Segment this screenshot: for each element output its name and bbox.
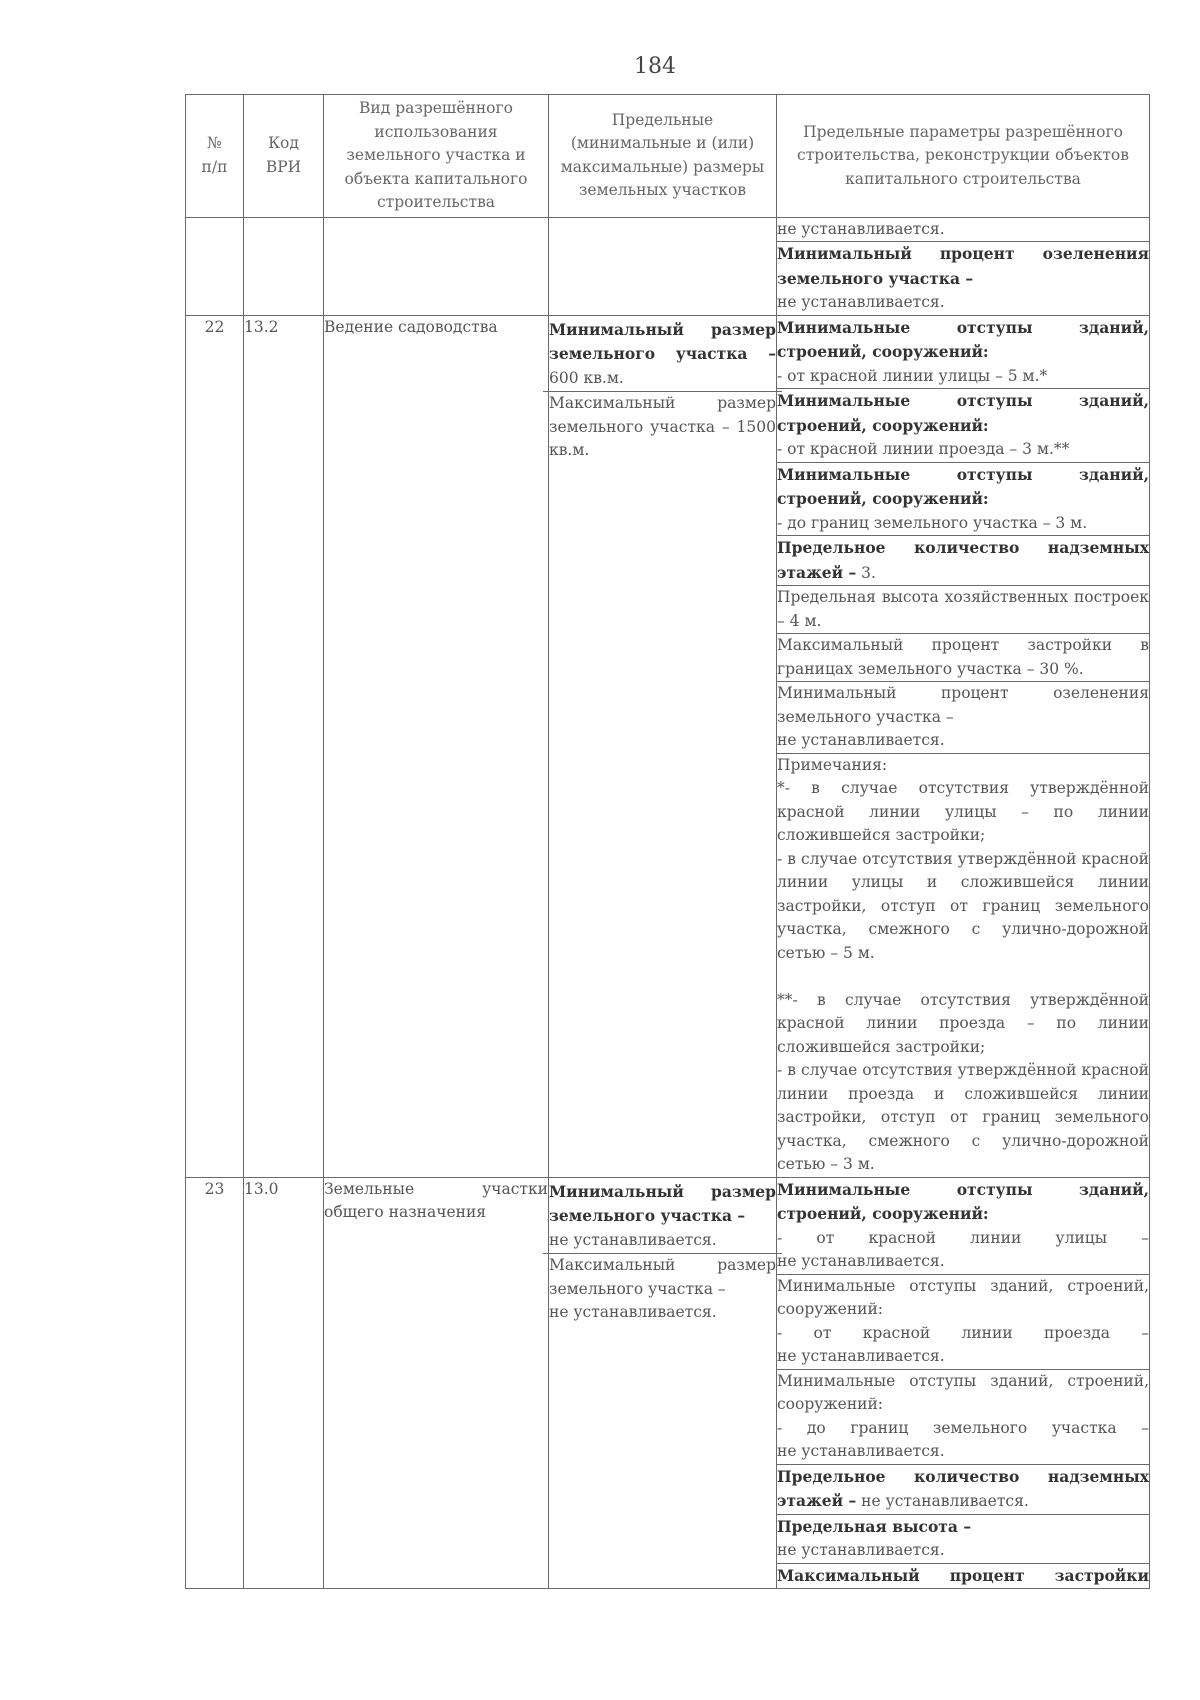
header-code: Код ВРИ [244, 95, 324, 218]
param-cell: Предельная высота хозяйственных построек – 4 м. [777, 586, 1150, 634]
param-cell: Максимальный процент застройки в границах земельного участка – 30 %. [777, 634, 1150, 682]
table-header-row [186, 95, 1150, 218]
param-cell: Минимальные отступы зданий, строений, сооружений: - от красной линии улицы – не устанавливается. [777, 1177, 1150, 1274]
param-cell: Предельное количество надземных этажей – 3. [777, 536, 1150, 586]
param-cell: Предельная высота – не устанавливается. [777, 1514, 1150, 1563]
header-limits: Предельные (минимальные и (или) максимальные) размеры земельных участков [549, 95, 777, 218]
row-number: 23 [186, 1177, 244, 1589]
param-cell: Максимальный процент застройки [777, 1563, 1150, 1589]
param-cell: Минимальные отступы зданий, строений, сооружений: - от красной линии проезда – не устанавливается. [777, 1274, 1150, 1369]
param-cell: Минимальный процент озеленения земельного участка – не устанавливается. [777, 682, 1150, 754]
param-cell: Минимальные отступы зданий, строений, сооружений: - до границ земельного участка – 3 м. [777, 462, 1150, 536]
param-cell: не устанавливается. [777, 217, 1150, 242]
table-row [186, 217, 1150, 242]
page-number: 184 [634, 54, 676, 79]
notes-cell: Примечания: *- в случае отсутствия утверждённой красной линии улицы – по линии сложившейся застройки; - в случае отсутствия утверждённой красной линии улицы и сложившейся линии застройки, отступ от границ земельного участка, смежного с улично-дорожной сетью – 5 м. **- в случае отсутствия утверждённой красной линии проезда – по линии сложившейся застройки; - в случае отсутствия утверждённой красной линии проезда и сложившейся линии застройки, отступ от границ земельного участка, смежного с улично-дорожной сетью – 3 м. [777, 753, 1150, 1177]
row-number: 22 [186, 315, 244, 1177]
param-cell: Минимальный процент озеленения земельного участка – не устанавливается. [777, 242, 1150, 316]
param-cell: Минимальные отступы зданий, строений, сооружений: - до границ земельного участка – не устанавливается. [777, 1369, 1150, 1464]
row-vid: Ведение садоводства [324, 315, 549, 1177]
header-params: Предельные параметры разрешённого строительства, реконструкции объектов капитального строительства [777, 95, 1150, 218]
notes-title: Примечания: [777, 755, 888, 774]
limits-cell: Минимальный размер земельного участка – 600 кв.м. Максимальный размер земельного участка – 1500 кв.м. [549, 315, 777, 1177]
row-code: 13.0 [244, 1177, 324, 1589]
header-num: № п/п [186, 95, 244, 218]
table-row [186, 1177, 1150, 1274]
header-vid: Вид разрешённого использования земельного участка и объекта капитального строительства [324, 95, 549, 218]
param-cell: Минимальные отступы зданий, строений, сооружений: - от красной линии проезда – 3 м.** [777, 389, 1150, 463]
table-row [186, 315, 1150, 389]
param-cell: Предельное количество надземных этажей – не устанавливается. [777, 1464, 1150, 1514]
row-vid: Земельные участки общего назначения [324, 1177, 549, 1589]
row-code: 13.2 [244, 315, 324, 1177]
param-cell: Минимальные отступы зданий, строений, сооружений: - от красной линии улицы – 5 м.* [777, 315, 1150, 389]
limits-cell: Минимальный размер земельного участка – не устанавливается. Максимальный размер земельного участка – не устанавливается. [549, 1177, 777, 1589]
regulations-table [185, 94, 1150, 1589]
